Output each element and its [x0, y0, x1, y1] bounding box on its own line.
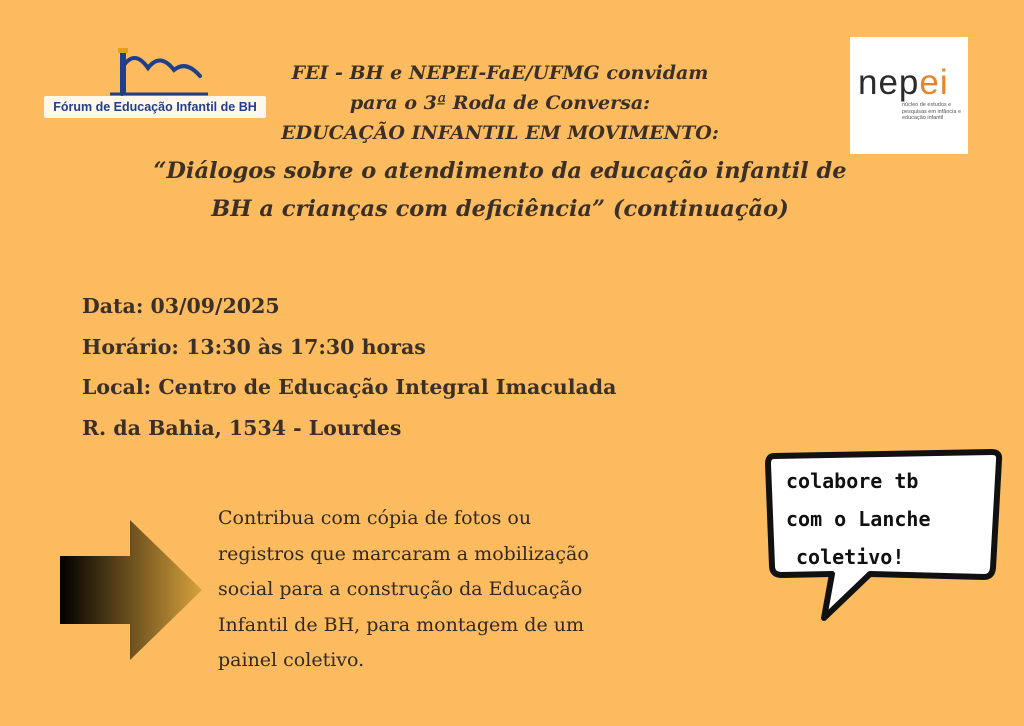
- header-line-3: EDUCAÇÃO INFANTIL EM MOVIMENTO:: [281, 122, 719, 144]
- header-line-1: FEI - BH e NEPEI-FaE/UFMG convidam: [291, 62, 709, 84]
- bubble-line-1: colabore tb: [786, 469, 919, 493]
- event-place: Local: Centro de Educação Integral Imaculada: [82, 375, 617, 399]
- speech-bubble-text: [786, 462, 986, 576]
- nepei-logo-subtitle: núcleo de estudos e pesquisas em infância e educação infantil: [902, 102, 962, 121]
- event-details: [82, 286, 722, 448]
- invitation-header: [110, 58, 890, 228]
- header-line-5: BH a crianças com deficiência” (continuação): [211, 196, 789, 222]
- contribution-line-1: Contribua com cópia de fotos ou: [218, 507, 532, 529]
- contribution-text: [218, 501, 698, 679]
- forum-logo-text: Fórum de Educação Infantil de BH: [44, 96, 266, 118]
- event-time: Horário: 13:30 às 17:30 horas: [82, 334, 426, 359]
- bubble-line-2: com o Lanche: [786, 507, 931, 531]
- speech-bubble: [760, 446, 1005, 626]
- contribution-line-3: social para a construção da Educação: [218, 578, 583, 600]
- bubble-line-3: coletivo!: [796, 545, 905, 569]
- event-address: R. da Bahia, 1534 - Lourdes: [82, 415, 402, 440]
- header-line-4: “Diálogos sobre o atendimento da educação infantil de: [153, 158, 847, 184]
- header-line-2: para o 3ª Roda de Conversa:: [349, 92, 651, 114]
- contribution-line-4: Infantil de BH, para montagem de um: [218, 613, 584, 636]
- nepei-logo-word-a: nep: [858, 63, 920, 102]
- event-date: Data: 03/09/2025: [82, 294, 280, 318]
- contribution-line-5: painel coletivo.: [218, 649, 365, 671]
- nepei-logo-word-b: ei: [919, 63, 949, 102]
- contribution-line-2: registros que marcaram a mobilização: [218, 542, 589, 565]
- arrow-right-icon: [60, 520, 202, 660]
